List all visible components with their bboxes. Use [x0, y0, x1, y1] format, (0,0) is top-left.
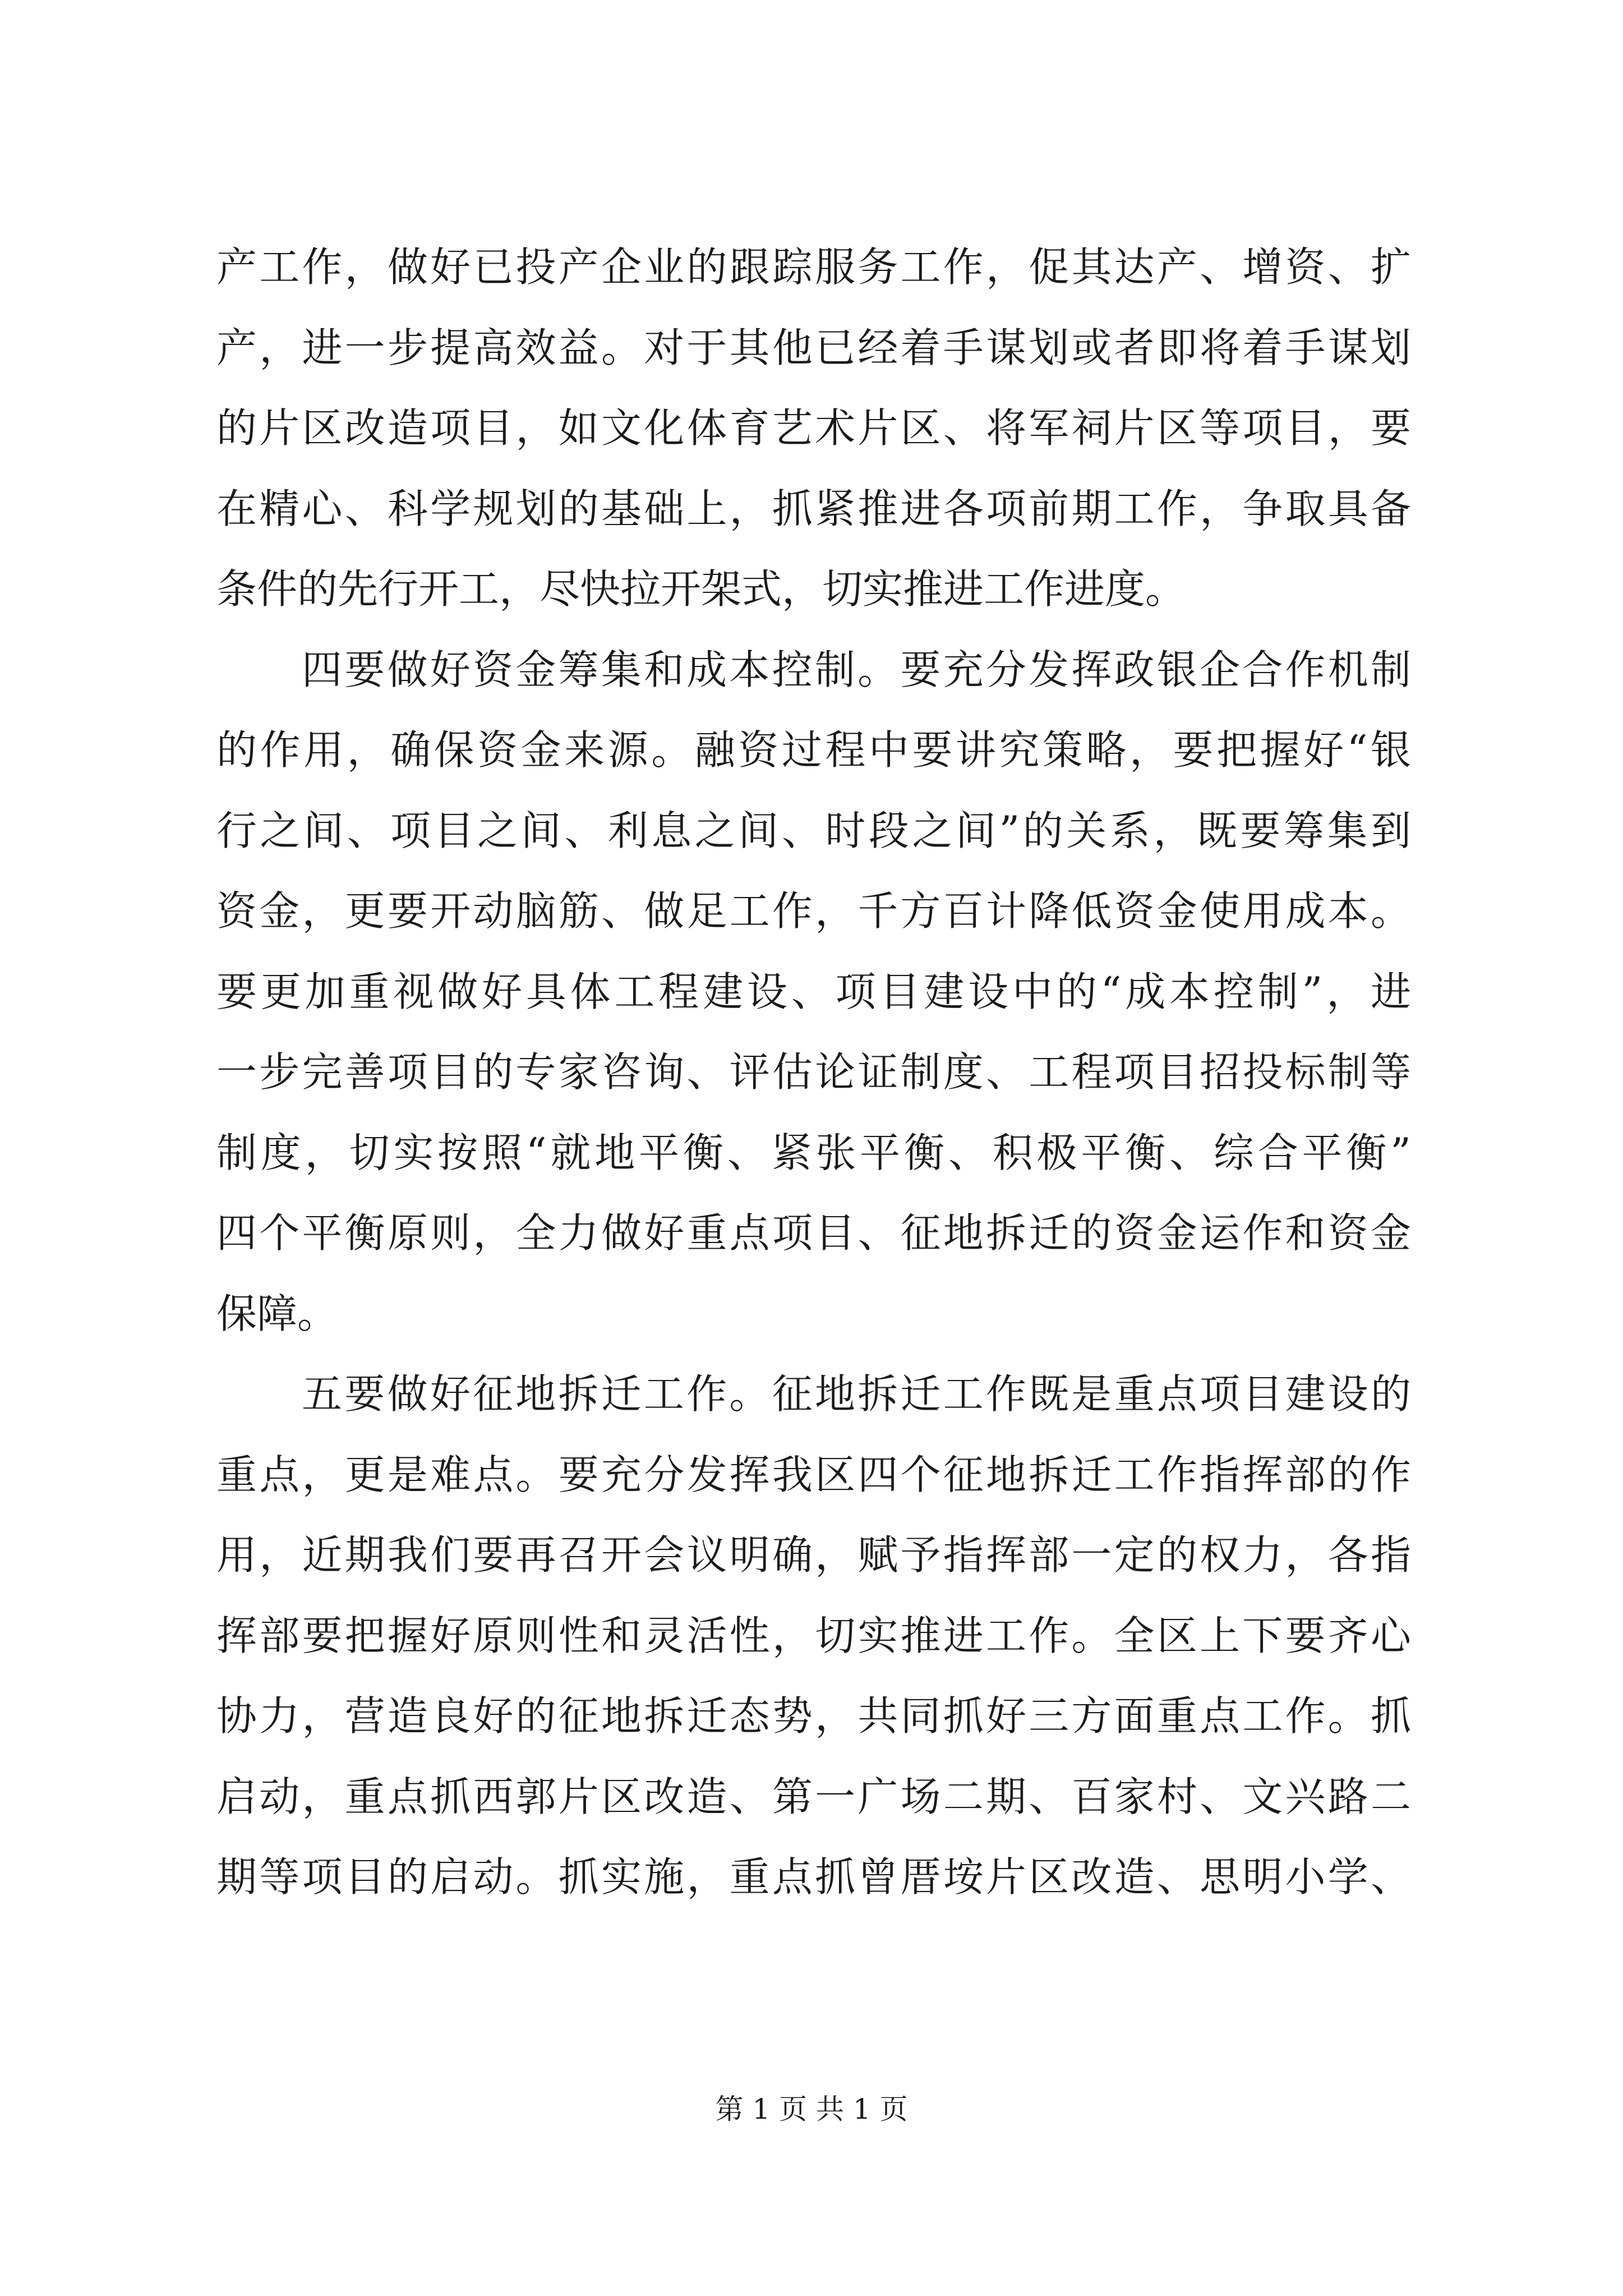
- text-line: 四个平衡原则，全力做好重点项目、征地拆迁的资金运作和资金: [216, 1209, 1411, 1257]
- text-line: 协力，营造良好的征地拆迁态势，共同抓好三方面重点工作。抓: [216, 1692, 1411, 1740]
- text-line: 制度，切实按照“就地平衡、紧张平衡、积极平衡、综合平衡”: [216, 1129, 1411, 1176]
- text-line: 的片区改造项目，如文化体育艺术片区、将军祠片区等项目，要: [216, 404, 1411, 452]
- page-number-footer: 第 1 页 共 1 页: [715, 2093, 908, 2125]
- text-line: 用，近期我们要再召开会议明确，赋予指挥部一定的权力，各指: [216, 1531, 1411, 1579]
- text-line: 产，进一步提高效益。对于其他已经着手谋划或者即将着手谋划: [216, 324, 1411, 371]
- text-line: 的作用，确保资金来源。融资过程中要讲究策略，要把握好“银: [216, 726, 1411, 774]
- text-line: 期等项目的启动。抓实施，重点抓曾厝垵片区改造、思明小学、: [216, 1853, 1411, 1901]
- text-line: 挥部要把握好原则性和灵活性，切实推进工作。全区上下要齐心: [216, 1612, 1411, 1659]
- paragraph-1: [216, 227, 1411, 630]
- text-line: 产工作，做好已投产企业的跟踪服务工作，促其达产、增资、扩: [216, 243, 1411, 291]
- text-line: 在精心、科学规划的基础上，抓紧推进各项前期工作，争取具备: [216, 485, 1411, 532]
- text-line: 四要做好资金筹集和成本控制。要充分发挥政银企合作机制: [302, 646, 1411, 693]
- paragraph-3: [216, 1354, 1411, 1918]
- paragraph-2: [216, 630, 1411, 1355]
- text-line: 行之间、项目之间、利息之间、时段之间”的关系，既要筹集到: [216, 807, 1411, 854]
- text-line: 保障。: [216, 1290, 338, 1337]
- text-line: 条件的先行开工，尽快拉开架式，切实推进工作进度。: [216, 565, 1186, 613]
- text-line: 要更加重视做好具体工程建设、项目建设中的“成本控制”，进: [216, 968, 1411, 1015]
- text-line: 资金，更要开动脑筋、做足工作，千方百计降低资金使用成本。: [216, 887, 1411, 935]
- document-body: [216, 227, 1411, 1918]
- text-line: 启动，重点抓西郭片区改造、第一广场二期、百家村、文兴路二: [216, 1773, 1411, 1820]
- text-line: 五要做好征地拆迁工作。征地拆迁工作既是重点项目建设的: [302, 1370, 1411, 1418]
- text-line: 重点，更是难点。要充分发挥我区四个征地拆迁工作指挥部的作: [216, 1451, 1411, 1498]
- text-line: 一步完善项目的专家咨询、评估论证制度、工程项目招投标制等: [216, 1048, 1411, 1096]
